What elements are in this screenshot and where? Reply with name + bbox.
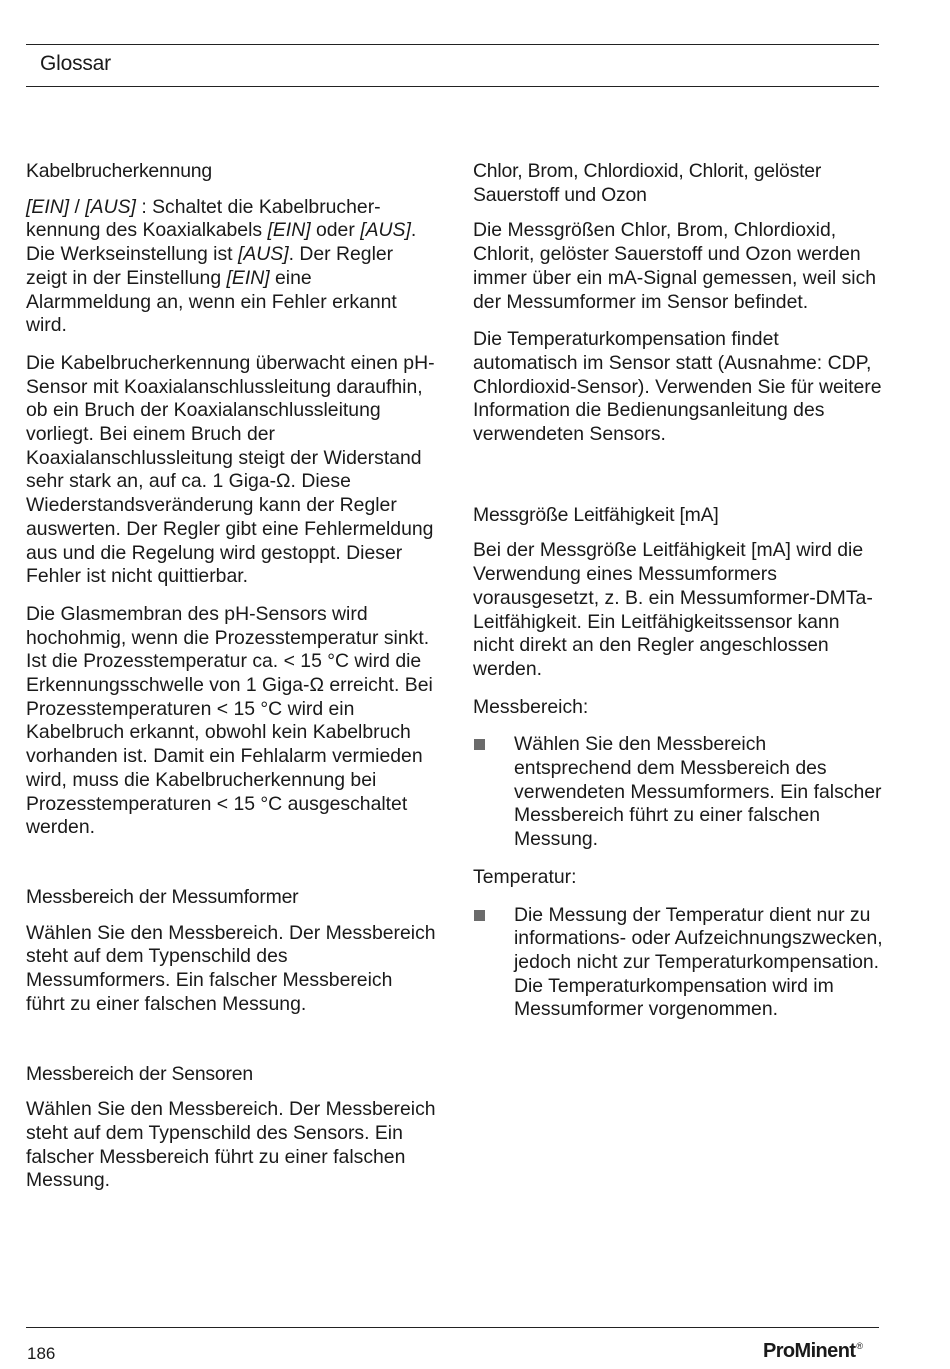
footer-rule — [26, 1327, 879, 1328]
right-column — [473, 160, 883, 1036]
page-number: 186 — [27, 1344, 56, 1363]
paragraph: Die Kabelbrucherkennung überwacht einen pH-Sensor mit Koaxialanschlussleitung daraufhin, ob ein Bruch der Koaxialanschlussleitung vorliegt. Bei einem Bruch der Koaxialanschlussleitung steigt der Widerstand sehr stark an, auf ca. 1 Giga-Ω. Diese Wiederstandsveränderung kann der Regler auswerten. Der Regler gibt eine Fehlermeldung aus und die Regelung wird gestoppt. Dieser Fehler ist nicht quittierbar. — [26, 351, 435, 588]
header-top-rule — [26, 44, 879, 45]
list-label: Messbereich: — [473, 695, 589, 718]
brand-logo: ProMinent® — [763, 1340, 863, 1362]
paragraph: Wählen Sie den Messbereich. Der Messbereich steht auf dem Typenschild des Messumformers. Ein falscher Messbereich führt zu einer falschen Messung. — [26, 921, 436, 1015]
paragraph: [EIN] / [AUS] : Schaltet die Kabelbrucher-kennung des Koaxialkabels [EIN] oder [AUS]. Die Werkseinstellung ist [AUS]. Der Regler zeigt in der Einstellung [EIN] eine Alarmmeldung an, wenn ein Fehler erkannt wird. — [26, 195, 417, 337]
paragraph: Wählen Sie den Messbereich. Der Messbereich steht auf dem Typenschild des Sensors. Ein falscher Messbereich führt zu einer falschen Messung. — [26, 1098, 436, 1192]
paragraph: Bei der Messgröße Leitfähigkeit [mA] wird die Verwendung eines Messumformers vorausgesetzt, z. B. ein Messumformer-DMTa-Leitfähigkeit. Ein Leitfähigkeitssensor kann nicht direkt an den Regler angeschlossen werden. — [473, 539, 873, 680]
paragraph: Die Temperaturkompensation findet automatisch im Sensor statt (Ausnahme: CDP, Chlordioxid-Sensor). Verwenden Sie für weitere Information die Bedienungsanleitung des verwendeten Sensors. — [473, 328, 882, 446]
page-title: Glossar — [40, 52, 111, 75]
paragraph: Die Messgrößen Chlor, Brom, Chlordioxid, Chlorit, gelöster Sauerstoff und Ozon werden immer über ein mA-Signal gemessen, weil sich der Messumformer im Sensor befindet. — [473, 219, 877, 313]
section-heading: Chlor, Brom, Chlordioxid, Chlorit, gelöster Sauerstoff und Ozon — [473, 160, 822, 206]
section-heading: Messgröße Leitfähigkeit [mA] — [473, 503, 719, 526]
list-label: Temperatur: — [473, 865, 577, 888]
section-heading: Messbereich der Messumformer — [26, 885, 299, 908]
section-heading: Messbereich der Sensoren — [26, 1062, 253, 1085]
section-heading: Kabelbrucherkennung — [26, 160, 212, 182]
header-bottom-rule — [26, 86, 879, 87]
paragraph: Die Glasmembran des pH-Sensors wird hochohmig, wenn die Prozesstemperatur sinkt. Ist die Prozesstemperatur ca. < 15 °C wird die Erkennungsschwelle von 1 Giga-Ω erreicht. Bei Prozesstemperaturen < 15 °C wird ein Kabelbruch erkannt, obwohl kein Kabelbruch vorhanden ist. Damit ein Fehlalarm vermieden wird, muss die Kabelbrucherkennung bei Prozesstemperaturen < 15 °C ausgeschaltet werden. — [26, 602, 433, 839]
list-item: Die Messung der Temperatur dient nur zu informations- oder Aufzeichnungszwecken, jedoch nicht zur Temperaturkompensation. Die Temperaturkompensation wird im Messumformer vorgenommen. — [473, 904, 883, 1023]
square-bullet-icon — [474, 739, 485, 750]
list-item: Wählen Sie den Messbereich entsprechend dem Messbereich des verwendeten Messumformers. Ein falscher Messbereich führt zu einer falschen Messung. — [473, 733, 883, 852]
square-bullet-icon — [474, 910, 485, 921]
left-column — [26, 160, 436, 1207]
